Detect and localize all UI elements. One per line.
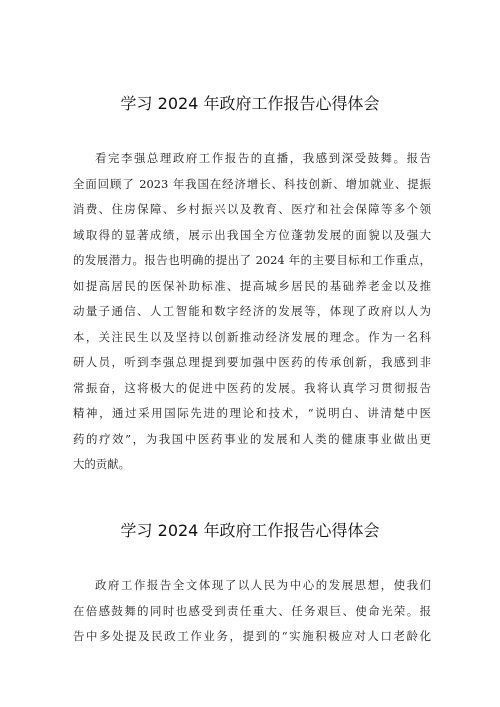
section-1-paragraph	[73, 146, 431, 478]
paragraph-line: 药的疗效”，为我国中医药事业的发展和人类的健康事业做出更	[73, 431, 431, 446]
paragraph-line: 动量子通信、人工智能和数字经济的发展等，体现了政府以人为	[73, 304, 431, 318]
paragraph-line: 精神，通过采用国际先进的理论和技术，“说明白、讲清楚中医	[73, 406, 431, 420]
paragraph-line: 域取得的显著成绩，展示出我国全方位蓬勃发展的面貌以及强大	[73, 227, 431, 242]
paragraph-line: 告中多处提及民政工作业务，提到的“实施积极应对人口老龄化	[73, 629, 431, 643]
paragraph-line: 如提高居民的医保补助标准、提高城乡居民的基础养老金以及推	[73, 278, 431, 293]
paragraph-line: 消费、住房保障、乡村振兴以及教育、医疗和社会保障等多个领	[73, 202, 431, 216]
paragraph-line: 本，关注民生以及坚持以创新推动经济发展的理念。作为一名科	[73, 329, 431, 344]
paragraph-line: 政府工作报告全文体现了以人民为中心的发展思想，使我们	[95, 578, 431, 592]
paragraph-line: 看完李强总理政府工作报告的直播，我感到深受鼓舞。报告	[95, 151, 431, 165]
paragraph-line: 大的贡献。	[73, 457, 130, 471]
section-2-paragraph	[73, 573, 431, 650]
paragraph-line: 研人员，听到李强总理提到要加强中医药的传承创新，我感到非	[73, 355, 431, 369]
paragraph-line: 在倍感鼓舞的同时也感受到责任重大、任务艰巨、使命光荣。报	[73, 603, 431, 618]
paragraph-line: 的发展潜力。报告也明确的提出了 2024 年的主要目标和工作重点，	[73, 253, 431, 267]
section-1-title: 学习 2024 年政府工作报告心得体会	[120, 94, 380, 113]
section-2-title: 学习 2024 年政府工作报告心得体会	[120, 521, 380, 540]
paragraph-line: 常振奋，这将极大的促进中医药的发展。我将认真学习贯彻报告	[73, 380, 431, 395]
paragraph-line: 全面回顾了 2023 年我国在经济增长、科技创新、增加就业、提振	[73, 176, 431, 191]
